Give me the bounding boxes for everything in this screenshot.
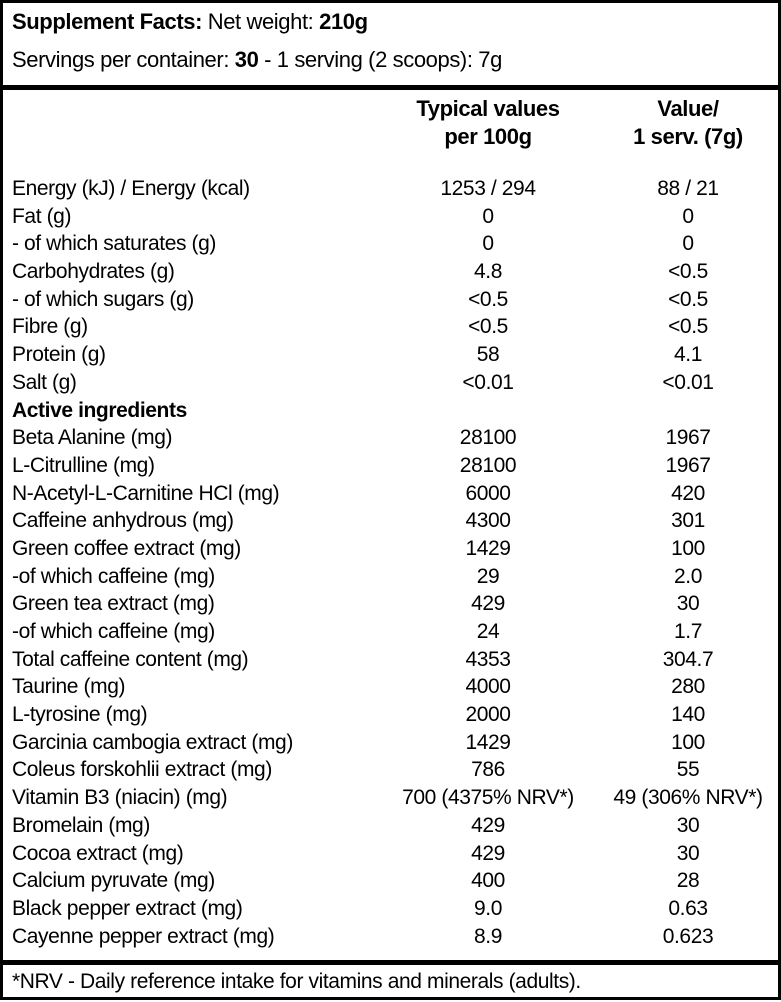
value-per-serving: 4.1 bbox=[674, 343, 702, 367]
value-per-100g: 28100 bbox=[459, 426, 517, 450]
table-row bbox=[3, 618, 778, 646]
net-weight-value: 210g bbox=[319, 9, 368, 34]
value-per-serving: 2.0 bbox=[674, 564, 702, 588]
value-per-100g: 24 bbox=[476, 620, 500, 643]
value-per-serving: 88 / 21 bbox=[657, 177, 719, 200]
value-per-serving: 30 bbox=[676, 813, 700, 837]
nrv-footnote bbox=[3, 960, 778, 1002]
nutrient-name: Vitamin B3 (niacin) (mg) bbox=[12, 786, 228, 810]
table-row bbox=[3, 258, 778, 286]
table-row bbox=[3, 867, 778, 895]
nutrient-name: Protein (g) bbox=[12, 343, 106, 367]
serving-size-text: - 1 serving (2 scoops): 7g bbox=[258, 47, 502, 72]
table-row bbox=[3, 507, 778, 535]
value-per-100g: 2000 bbox=[465, 703, 511, 727]
value-per-serving: 420 bbox=[671, 481, 705, 505]
value-per-100g: 4300 bbox=[465, 509, 511, 533]
value-per-100g: 6000 bbox=[465, 481, 511, 505]
nutrient-name: Caffeine anhydrous (mg) bbox=[12, 509, 234, 533]
value-per-100g: 28100 bbox=[459, 453, 517, 477]
nutrient-name: N-Acetyl-L-Carnitine HCl (mg) bbox=[12, 481, 280, 505]
nutrient-name: Green tea extract (mg) bbox=[12, 592, 215, 616]
nutrition-rows bbox=[3, 175, 778, 950]
value-per-100g: 400 bbox=[471, 869, 505, 893]
value-per-serving: 1967 bbox=[665, 426, 711, 450]
value-per-100g: 0 bbox=[482, 204, 494, 228]
column-header-per-serving-line2: 1 serv. (7g) bbox=[633, 124, 743, 149]
value-per-serving: 30 bbox=[676, 592, 700, 616]
table-row bbox=[3, 923, 778, 951]
nutrient-name: Fat (g) bbox=[12, 204, 72, 228]
table-row bbox=[3, 313, 778, 341]
nutrient-name: - of which saturates (g) bbox=[12, 232, 216, 256]
column-header-per-100g-line1: Typical values bbox=[416, 96, 560, 121]
value-per-serving: 0.623 bbox=[662, 924, 714, 948]
value-per-100g: <0.5 bbox=[468, 287, 508, 311]
column-header-per-serving bbox=[588, 95, 781, 151]
column-header-per-100g-line2: per 100g bbox=[444, 124, 532, 149]
value-per-serving: 100 bbox=[671, 730, 705, 754]
nutrient-name: Calcium pyruvate (mg) bbox=[12, 869, 215, 893]
value-per-100g: 429 bbox=[471, 813, 505, 837]
net-weight-line bbox=[12, 9, 368, 35]
table-row bbox=[3, 729, 778, 757]
nutrient-name: Taurine (mg) bbox=[12, 675, 126, 699]
table-row bbox=[3, 369, 778, 397]
table-row bbox=[3, 784, 778, 812]
value-per-100g: 58 bbox=[476, 343, 500, 367]
nutrient-name: Salt (g) bbox=[12, 370, 77, 394]
value-per-serving: 301 bbox=[671, 509, 705, 533]
value-per-serving: 0 bbox=[682, 204, 694, 228]
table-row bbox=[3, 203, 778, 231]
section-heading-row bbox=[3, 397, 778, 425]
value-per-100g: 8.9 bbox=[474, 924, 502, 948]
nutrient-name: - of which sugars (g) bbox=[12, 287, 194, 311]
value-per-serving: <0.5 bbox=[668, 315, 708, 339]
nutrient-name: Active ingredients bbox=[12, 398, 187, 422]
value-per-serving: 304.7 bbox=[662, 647, 714, 671]
nutrient-name: Cayenne pepper extract (mg) bbox=[12, 924, 275, 948]
column-header-per-serving-line1: Value/ bbox=[657, 96, 719, 121]
facts-header bbox=[3, 3, 778, 90]
nutrient-name: Energy (kJ) / Energy (kcal) bbox=[12, 177, 250, 200]
value-per-serving: <0.5 bbox=[668, 287, 708, 311]
table-row bbox=[3, 535, 778, 563]
table-row bbox=[3, 895, 778, 923]
value-per-serving: 0.63 bbox=[668, 896, 708, 920]
servings-value: 30 bbox=[234, 47, 259, 72]
table-row bbox=[3, 840, 778, 868]
value-per-serving: <0.01 bbox=[662, 370, 714, 394]
facts-title: Supplement Facts: bbox=[12, 9, 203, 34]
value-per-serving: 30 bbox=[676, 841, 700, 865]
table-row bbox=[3, 646, 778, 674]
nutrient-name: Bromelain (mg) bbox=[12, 813, 150, 837]
nutrient-name: Carbohydrates (g) bbox=[12, 260, 175, 284]
table-row bbox=[3, 424, 778, 452]
nutrient-name: Total caffeine content (mg) bbox=[12, 647, 249, 671]
servings-line bbox=[12, 47, 502, 73]
value-per-100g: 4353 bbox=[465, 647, 511, 671]
value-per-100g: 29 bbox=[476, 564, 500, 588]
table-row bbox=[3, 452, 778, 480]
value-per-serving: <0.5 bbox=[668, 260, 708, 284]
value-per-100g: 9.0 bbox=[474, 896, 502, 920]
nutrient-name: -of which caffeine (mg) bbox=[12, 564, 215, 588]
nutrient-name: Fibre (g) bbox=[12, 315, 88, 339]
value-per-serving: 55 bbox=[676, 758, 700, 782]
value-per-100g: <0.01 bbox=[462, 370, 514, 394]
nutrient-name: Garcinia cambogia extract (mg) bbox=[12, 730, 293, 754]
table-row bbox=[3, 175, 778, 203]
nutrient-name: Beta Alanine (mg) bbox=[12, 426, 173, 450]
table-row bbox=[3, 230, 778, 258]
value-per-100g: 1429 bbox=[465, 536, 511, 560]
value-per-serving: 140 bbox=[671, 703, 705, 727]
value-per-serving: 49 (306% NRV*) bbox=[613, 786, 763, 810]
value-per-100g: 700 (4375% NRV*) bbox=[402, 786, 574, 810]
servings-label: Servings per container: bbox=[12, 47, 235, 72]
nutrient-name: Green coffee extract (mg) bbox=[12, 536, 241, 560]
table-row bbox=[3, 812, 778, 840]
value-per-100g: 4000 bbox=[465, 675, 511, 699]
nrv-footnote-text: *NRV - Daily reference intake for vitamins and minerals (adults). bbox=[12, 970, 581, 993]
net-weight-label: Net weight: bbox=[202, 9, 320, 34]
value-per-serving: 28 bbox=[676, 869, 700, 893]
value-per-serving: 1.7 bbox=[674, 620, 702, 643]
table-row bbox=[3, 756, 778, 784]
value-per-100g: 0 bbox=[482, 232, 494, 256]
table-row bbox=[3, 480, 778, 508]
value-per-serving: 100 bbox=[671, 536, 705, 560]
table-row bbox=[3, 701, 778, 729]
table-row bbox=[3, 563, 778, 591]
value-per-100g: 1429 bbox=[465, 730, 511, 754]
table-row bbox=[3, 286, 778, 314]
value-per-serving: 280 bbox=[671, 675, 705, 699]
value-per-serving: 1967 bbox=[665, 453, 711, 477]
column-header-per-100g bbox=[383, 95, 593, 151]
nutrient-name: L-tyrosine (mg) bbox=[12, 703, 148, 727]
nutrient-name: Black pepper extract (mg) bbox=[12, 896, 243, 920]
value-per-100g: <0.5 bbox=[468, 315, 508, 339]
value-per-100g: 786 bbox=[471, 758, 505, 782]
nutrient-name: Cocoa extract (mg) bbox=[12, 841, 184, 865]
table-row bbox=[3, 341, 778, 369]
nutrient-name: Coleus forskohlii extract (mg) bbox=[12, 758, 272, 782]
nutrient-name: L-Citrulline (mg) bbox=[12, 453, 155, 477]
table-row bbox=[3, 673, 778, 701]
table-row bbox=[3, 590, 778, 618]
value-per-100g: 429 bbox=[471, 592, 505, 616]
nutrient-name: -of which caffeine (mg) bbox=[12, 620, 215, 643]
value-per-100g: 1253 / 294 bbox=[440, 177, 536, 200]
value-per-serving: 0 bbox=[682, 232, 694, 256]
value-per-100g: 4.8 bbox=[474, 260, 502, 284]
value-per-100g: 429 bbox=[471, 841, 505, 865]
